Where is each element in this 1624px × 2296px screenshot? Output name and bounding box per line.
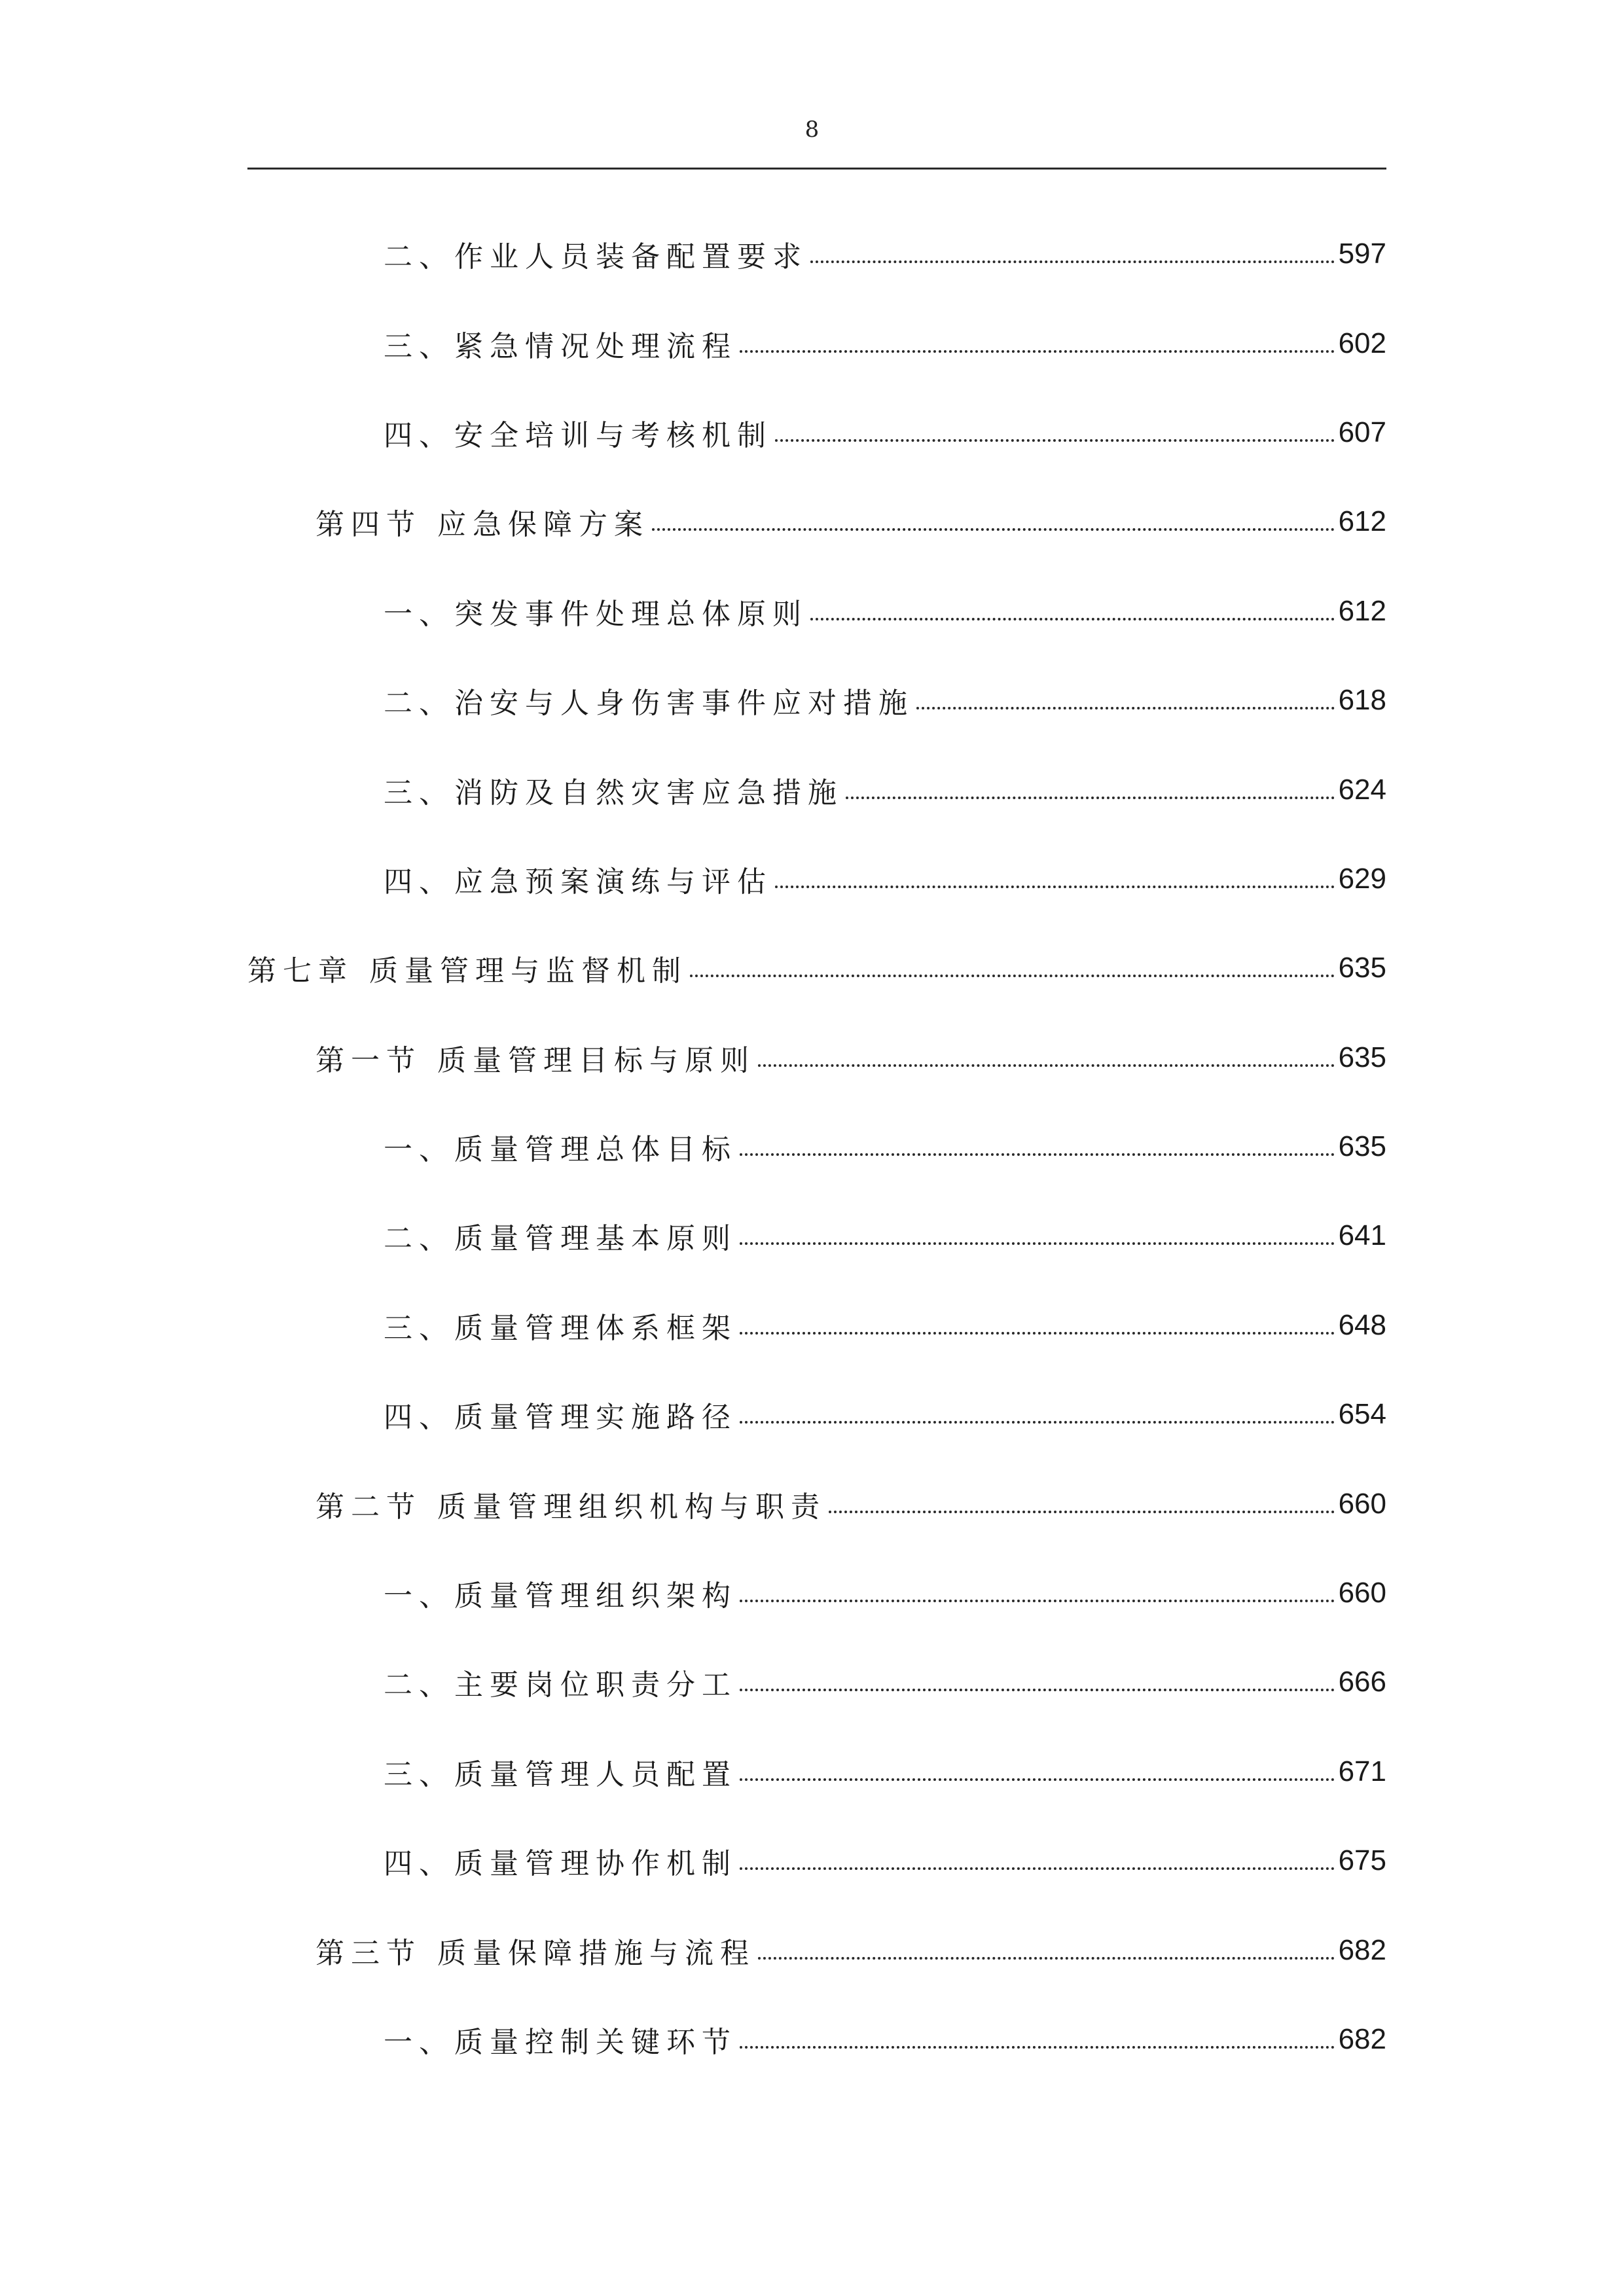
page-number: 8 xyxy=(804,117,820,143)
toc-entry-page-number[interactable]: 682 xyxy=(1338,2023,1386,2055)
toc-entry-title[interactable]: 第一节 质量管理目标与原则 xyxy=(316,1043,755,1077)
toc-entry-title[interactable]: 二、主要岗位职责分工 xyxy=(384,1668,737,1702)
toc-entry[interactable] xyxy=(247,1816,1386,1905)
toc-entry-title[interactable]: 第三节 质量保障措施与流程 xyxy=(316,1936,755,1970)
toc-entry-page-number[interactable]: 660 xyxy=(1338,1487,1386,1520)
toc-entry[interactable] xyxy=(247,388,1386,477)
toc-entry-page-number[interactable]: 612 xyxy=(1338,505,1386,538)
toc-entry-page-number[interactable]: 635 xyxy=(1338,952,1386,984)
toc-entry-page-number[interactable]: 607 xyxy=(1338,416,1386,448)
toc-entry-title[interactable]: 三、紧急情况处理流程 xyxy=(384,329,737,363)
toc-entry-title[interactable]: 四、质量管理协作机制 xyxy=(384,1847,737,1881)
toc-entry-page-number[interactable]: 671 xyxy=(1338,1755,1386,1787)
toc-dot-leader xyxy=(690,954,1335,982)
toc-entry-page-number[interactable]: 629 xyxy=(1338,862,1386,895)
toc-entry-title[interactable]: 四、应急预案演练与评估 xyxy=(384,865,772,899)
toc-entry[interactable] xyxy=(247,1638,1386,1727)
toc-entry-page-number[interactable]: 641 xyxy=(1338,1219,1386,1252)
toc-entry-title[interactable]: 第四节 应急保障方案 xyxy=(316,508,649,542)
toc-entry-title[interactable]: 三、质量管理体系框架 xyxy=(384,1311,737,1345)
toc-dot-leader xyxy=(810,240,1335,268)
toc-entry-title[interactable]: 二、质量管理基本原则 xyxy=(384,1222,737,1256)
toc-entry-title[interactable]: 一、质量控制关键环节 xyxy=(384,2026,737,2059)
toc-entry[interactable] xyxy=(247,1281,1386,1370)
toc-entry[interactable] xyxy=(247,924,1386,1013)
toc-dot-leader xyxy=(810,597,1335,626)
toc-entry-page-number[interactable]: 648 xyxy=(1338,1308,1386,1341)
toc-entry-title[interactable]: 一、质量管理总体目标 xyxy=(384,1133,737,1167)
toc-entry-title[interactable]: 二、治安与人身伤害事件应对措施 xyxy=(384,687,914,721)
table-of-contents xyxy=(247,209,1386,2084)
toc-dot-leader xyxy=(652,507,1335,536)
toc-entry-page-number[interactable]: 635 xyxy=(1338,1130,1386,1163)
toc-entry[interactable] xyxy=(247,298,1386,387)
toc-entry[interactable] xyxy=(247,1459,1386,1548)
toc-entry-title[interactable]: 四、质量管理实施路径 xyxy=(384,1401,737,1435)
toc-entry[interactable] xyxy=(247,1727,1386,1816)
toc-entry[interactable] xyxy=(247,477,1386,566)
toc-entry[interactable] xyxy=(247,1905,1386,1994)
toc-entry[interactable] xyxy=(247,1370,1386,1459)
toc-dot-leader xyxy=(846,776,1335,804)
toc-dot-leader xyxy=(775,865,1335,893)
toc-dot-leader xyxy=(740,1668,1335,1696)
toc-entry-page-number[interactable]: 635 xyxy=(1338,1041,1386,1073)
toc-entry-title[interactable]: 二、作业人员装备配置要求 xyxy=(384,240,808,274)
toc-dot-leader xyxy=(740,2025,1335,2054)
toc-entry-title[interactable]: 第七章 质量管理与监督机制 xyxy=(247,954,687,988)
toc-entry[interactable] xyxy=(247,209,1386,298)
toc-entry[interactable] xyxy=(247,745,1386,834)
toc-dot-leader xyxy=(740,1221,1335,1250)
toc-entry[interactable] xyxy=(247,1102,1386,1191)
toc-entry[interactable] xyxy=(247,1995,1386,2084)
toc-entry-page-number[interactable]: 675 xyxy=(1338,1844,1386,1877)
toc-entry-page-number[interactable]: 666 xyxy=(1338,1666,1386,1698)
toc-entry-title[interactable]: 四、安全培训与考核机制 xyxy=(384,418,772,452)
toc-dot-leader xyxy=(740,1311,1335,1340)
toc-dot-leader xyxy=(758,1936,1335,1965)
toc-entry[interactable] xyxy=(247,834,1386,924)
toc-dot-leader xyxy=(740,1132,1335,1161)
toc-dot-leader xyxy=(775,418,1335,447)
toc-dot-leader xyxy=(758,1043,1335,1072)
toc-entry-title[interactable]: 一、突发事件处理总体原则 xyxy=(384,597,808,631)
toc-entry[interactable] xyxy=(247,1013,1386,1102)
toc-entry[interactable] xyxy=(247,1549,1386,1638)
toc-dot-leader xyxy=(740,1846,1335,1875)
toc-entry-page-number[interactable]: 618 xyxy=(1338,684,1386,717)
toc-entry-page-number[interactable]: 602 xyxy=(1338,327,1386,359)
toc-entry-page-number[interactable]: 682 xyxy=(1338,1933,1386,1966)
toc-entry[interactable] xyxy=(247,567,1386,656)
toc-dot-leader xyxy=(740,329,1335,358)
toc-dot-leader xyxy=(829,1490,1335,1518)
header-rule xyxy=(247,168,1386,170)
toc-entry-title[interactable]: 第二节 质量管理组织机构与职责 xyxy=(316,1490,826,1524)
toc-entry-page-number[interactable]: 660 xyxy=(1338,1577,1386,1609)
toc-entry-page-number[interactable]: 597 xyxy=(1338,238,1386,270)
toc-dot-leader xyxy=(916,686,1335,715)
toc-entry-title[interactable]: 一、质量管理组织架构 xyxy=(384,1579,737,1613)
toc-entry[interactable] xyxy=(247,1191,1386,1280)
toc-entry[interactable] xyxy=(247,656,1386,745)
toc-dot-leader xyxy=(740,1757,1335,1786)
toc-entry-page-number[interactable]: 624 xyxy=(1338,773,1386,806)
toc-dot-leader xyxy=(740,1579,1335,1607)
toc-entry-page-number[interactable]: 654 xyxy=(1338,1398,1386,1431)
toc-dot-leader xyxy=(740,1400,1335,1429)
toc-entry-title[interactable]: 三、消防及自然灾害应急措施 xyxy=(384,776,843,810)
toc-entry-page-number[interactable]: 612 xyxy=(1338,594,1386,627)
toc-entry-title[interactable]: 三、质量管理人员配置 xyxy=(384,1757,737,1791)
